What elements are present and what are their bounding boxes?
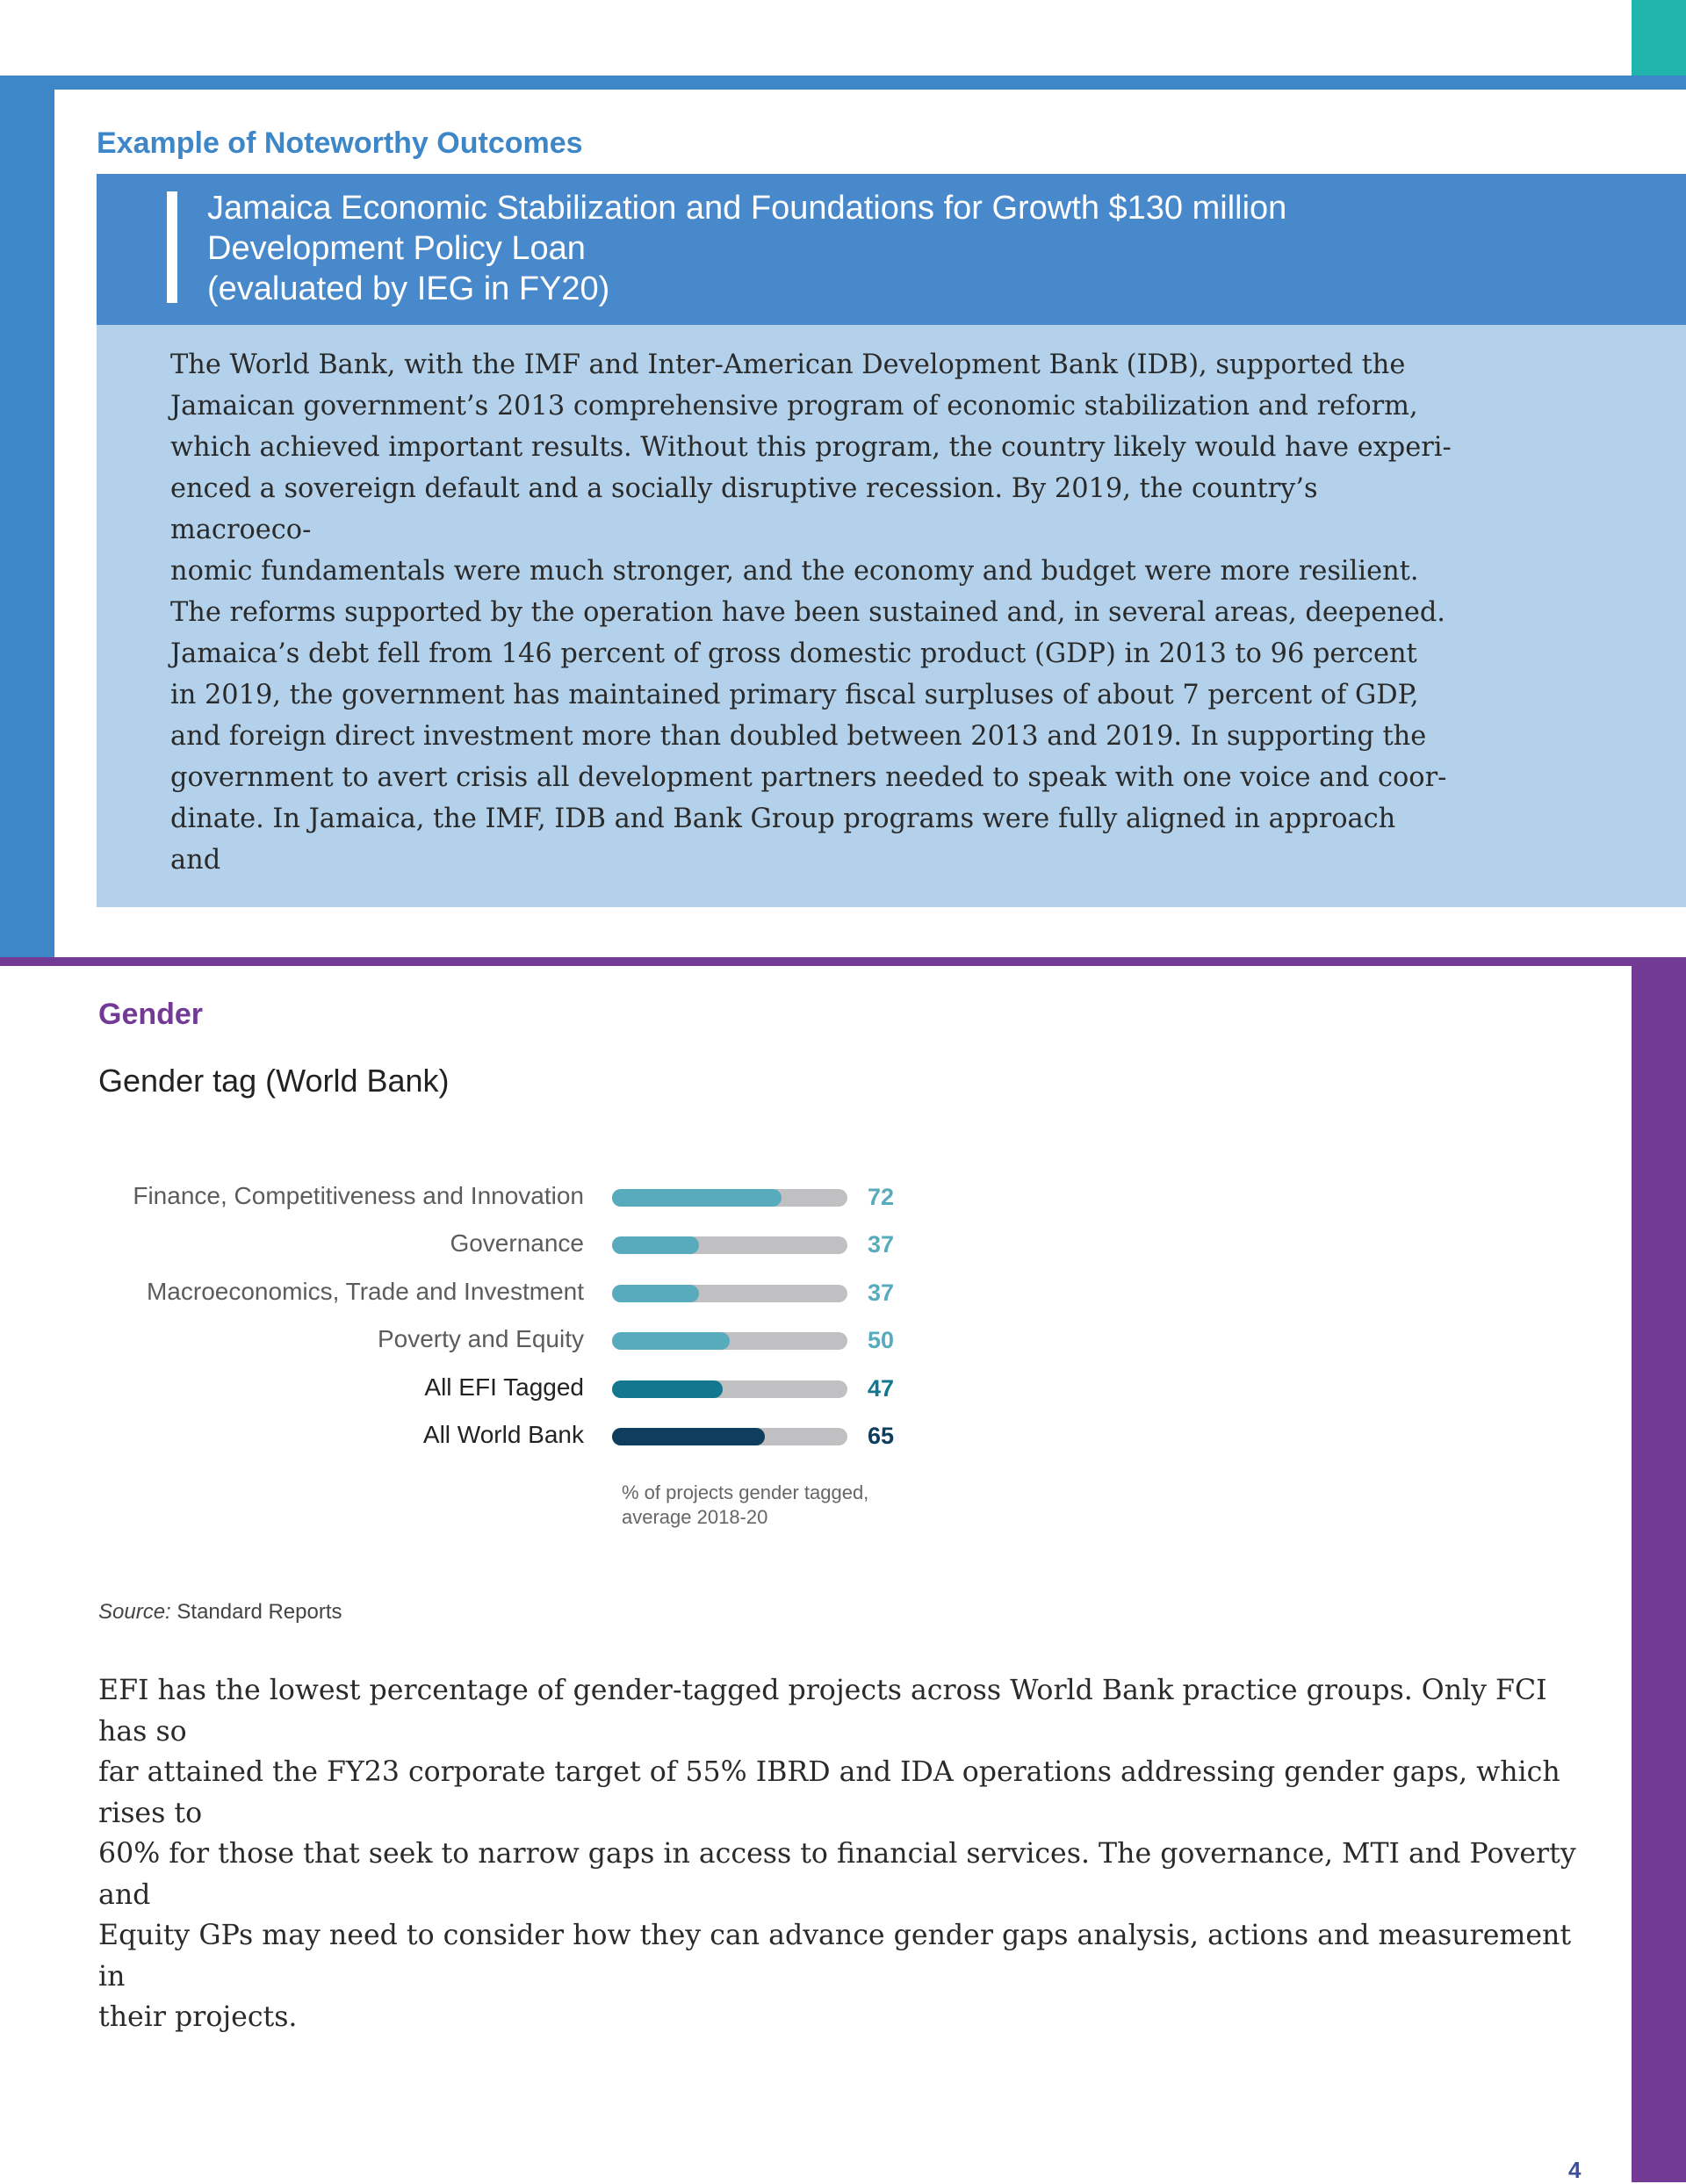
chart-bar bbox=[612, 1189, 782, 1207]
outcome-box-title bbox=[207, 188, 1437, 309]
page-number: 4 bbox=[1568, 2157, 1582, 2183]
outcome-body-line: government to avert crisis all development partners needed to speak with one voice and coor- bbox=[170, 762, 1447, 793]
gender-paragraph-line: EFI has the lowest percentage of gender-tagged projects across World Bank practice groups. Only FCI has so bbox=[98, 1675, 1547, 1748]
outcome-body-line: enced a sovereign default and a socially disruptive recession. By 2019, the country’s macroeco- bbox=[170, 473, 1318, 545]
source-text: Standard Reports bbox=[170, 1600, 342, 1624]
outcome-box-body bbox=[170, 344, 1452, 881]
chart-bar-track bbox=[612, 1285, 847, 1302]
outcome-body-line: The World Bank, with the IMF and Inter-American Development Bank (IDB), supported the bbox=[170, 350, 1406, 380]
chart-bar-track bbox=[612, 1189, 847, 1207]
teal-corner-accent bbox=[1632, 0, 1686, 77]
source-prefix: Source: bbox=[98, 1600, 171, 1624]
chart-value-label: 72 bbox=[868, 1184, 895, 1210]
chart-value-label: 65 bbox=[868, 1423, 895, 1449]
chart-bar bbox=[612, 1380, 723, 1398]
chart-bar-track bbox=[612, 1380, 847, 1398]
outcome-body-line: dinate. In Jamaica, the IMF, IDB and Bank Group programs were fully aligned in approach and bbox=[170, 804, 1396, 876]
outcome-body-line: which achieved important results. Without this program, the country likely would have experi- bbox=[170, 432, 1452, 463]
outcome-body-line: Jamaica’s debt fell from 146 percent of gross domestic product (GDP) in 2013 to 96 percent bbox=[170, 638, 1417, 669]
chart-category-label: Macroeconomics, Trade and Investment bbox=[146, 1277, 584, 1305]
chart-value-label: 37 bbox=[868, 1279, 895, 1306]
gender-paragraph-line: their projects. bbox=[98, 2001, 298, 2033]
chart-value-label: 47 bbox=[868, 1374, 895, 1402]
outcome-body-line: and foreign direct investment more than doubled between 2013 and 2019. In supporting the bbox=[170, 721, 1427, 752]
outcome-box-title-line: Development Policy Loan bbox=[207, 230, 586, 267]
gender-paragraph bbox=[98, 1670, 1591, 2038]
chart-category-label: Governance bbox=[450, 1229, 584, 1258]
gender-paragraph-line: far attained the FY23 corporate target of 55% IBRD and IDA operations addressing gender gaps, which rises to bbox=[98, 1756, 1560, 1829]
chart-bar-track bbox=[612, 1428, 847, 1445]
chart-value-label: 50 bbox=[868, 1327, 895, 1354]
top-blue-band bbox=[0, 76, 1686, 90]
chart-bar-track bbox=[612, 1332, 847, 1350]
chart-category-label: Poverty and Equity bbox=[377, 1325, 584, 1353]
purple-divider bbox=[0, 957, 1632, 966]
chart-bar bbox=[612, 1285, 699, 1302]
outcome-body-line: nomic fundamentals were much stronger, and the economy and budget were more resilient. bbox=[170, 556, 1419, 587]
chart-category-label: All EFI Tagged bbox=[424, 1373, 584, 1401]
chart-bar bbox=[612, 1428, 765, 1445]
chart-category-label: Finance, Competitiveness and Innovation bbox=[133, 1182, 584, 1209]
outcome-body-line: in 2019, the government has maintained primary fiscal surpluses of about 7 percent of GDP, bbox=[170, 680, 1419, 710]
gender-paragraph-line: 60% for those that seek to narrow gaps in access to financial services. The governance, MTI and Poverty and bbox=[98, 1838, 1576, 1911]
chart-note bbox=[622, 1481, 903, 1530]
chart-bar bbox=[612, 1332, 730, 1350]
gender-heading: Gender bbox=[98, 998, 204, 1031]
outcome-body-line: Jamaican government’s 2013 comprehensive program of economic stabilization and reform, bbox=[170, 391, 1418, 422]
outcome-box-title-line: Jamaica Economic Stabilization and Foundations for Growth $130 million bbox=[207, 190, 1287, 227]
chart-value-label: 37 bbox=[868, 1231, 895, 1258]
gender-paragraph-line: Equity GPs may need to consider how they can advance gender gaps analysis, actions and measurement in bbox=[98, 1920, 1572, 1993]
chart-category-label: All World Bank bbox=[422, 1421, 584, 1448]
chart-bar-track bbox=[612, 1236, 847, 1254]
chart-bar bbox=[612, 1236, 699, 1254]
left-blue-bar bbox=[0, 76, 54, 962]
source-line bbox=[98, 1600, 342, 1625]
outcome-box-accent-bar bbox=[167, 191, 177, 303]
chart-title: Gender tag (World Bank) bbox=[98, 1063, 450, 1099]
outcome-box-title-line: (evaluated by IEG in FY20) bbox=[207, 270, 610, 307]
noteworthy-outcomes-heading: Example of Noteworthy Outcomes bbox=[97, 126, 583, 160]
chart-note-line: average 2018-20 bbox=[622, 1506, 768, 1528]
purple-right-bar bbox=[1632, 957, 1686, 2182]
outcome-body-line: The reforms supported by the operation have been sustained and, in several areas, deepened. bbox=[170, 597, 1445, 628]
chart-note-line: % of projects gender tagged, bbox=[622, 1481, 869, 1503]
